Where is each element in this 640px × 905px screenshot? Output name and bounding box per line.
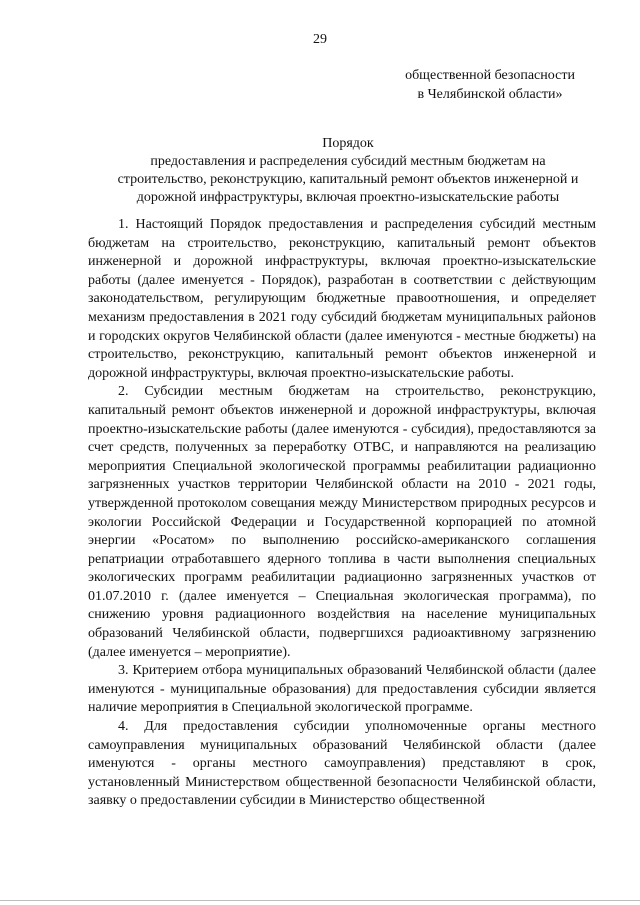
document-title — [98, 135, 598, 207]
title-subtitle-line: дорожной инфраструктуры, включая проектно-изыскательские работы — [136, 190, 560, 205]
paragraph-1: 1. Настоящий Порядок предоставления и распределения субсидий местным бюджетам на строительство, реконструкцию, капитальный ремонт объектов инженерной и дорожной инфраструктуры, включая проектно-изыскательские работы (далее именуется - Порядок), разработан в соответствии с действующим законодательством, регулирующим бюджетные правоотношения, и определяет механизм предоставления в 2021 году субсидий бюджетам муниципальных районов и городских округов Челябинской области (далее именуются - местные бюджеты) на строительство, реконструкцию, капитальный ремонт объектов инженерной и дорожной инфраструктуры, включая проектно-изыскательские работы. — [88, 217, 596, 381]
header-line: в Челябинской области» — [417, 87, 563, 102]
page-bottom-edge — [0, 900, 640, 901]
title-heading: Порядок — [322, 136, 374, 151]
header-line: общественной безопасности — [405, 68, 575, 83]
paragraph-3: 3. Критерием отбора муниципальных образований Челябинской области (далее именуются - муниципальные образования) для предоставления субсидии является наличие мероприятия в Специальной экологической программе. — [88, 663, 596, 716]
title-subtitle-line: строительство, реконструкцию, капитальный ремонт объектов инженерной и — [117, 172, 579, 187]
paragraph-2: 2. Субсидии местным бюджетам на строительство, реконструкцию, капитальный ремонт объектов инженерной и дорожной инфраструктуры, включая проектно-изыскательские работы (далее именуются - субсидия), предоставляются за счет средств, полученных за переработку ОТВС, и направляются на реализацию мероприятия Специальной экологической программы реабилитации радиационно загрязненных участков территории Челябинской области на 2010 - 2021 годы, утвержденной протоколом совещания между Министерством природных ресурсов и экологии Российской Федерации и Государственной корпорацией по атомной энергии «Росатом» по выполнению российско-американского соглашения репатриации отработавшего ядерного топлива в части выполнения специальных экологических программ реабилитации радиационно загрязненных участков от 01.07.2010 г. (далее именуется – Специальная экологическая программа), по снижению уровня радиационного воздействия на население муниципальных образований Челябинской области, подвергшихся радиоактивному загрязнению (далее именуется – мероприятие). — [88, 384, 596, 660]
page-number: 29 — [313, 32, 327, 47]
title-subtitle-line: предоставления и распределения субсидий местным бюджетам на — [150, 154, 546, 169]
paragraph-4: 4. Для предоставления субсидии уполномоченные органы местного самоуправления муниципальных образований Челябинской области (далее именуются - органы местного самоуправления) представляют в срок, установленный Министерством общественной безопасности Челябинской области, заявку о предоставлении субсидии в Министерство общественной — [88, 719, 596, 809]
document-body — [88, 216, 596, 811]
header-block — [390, 66, 590, 104]
